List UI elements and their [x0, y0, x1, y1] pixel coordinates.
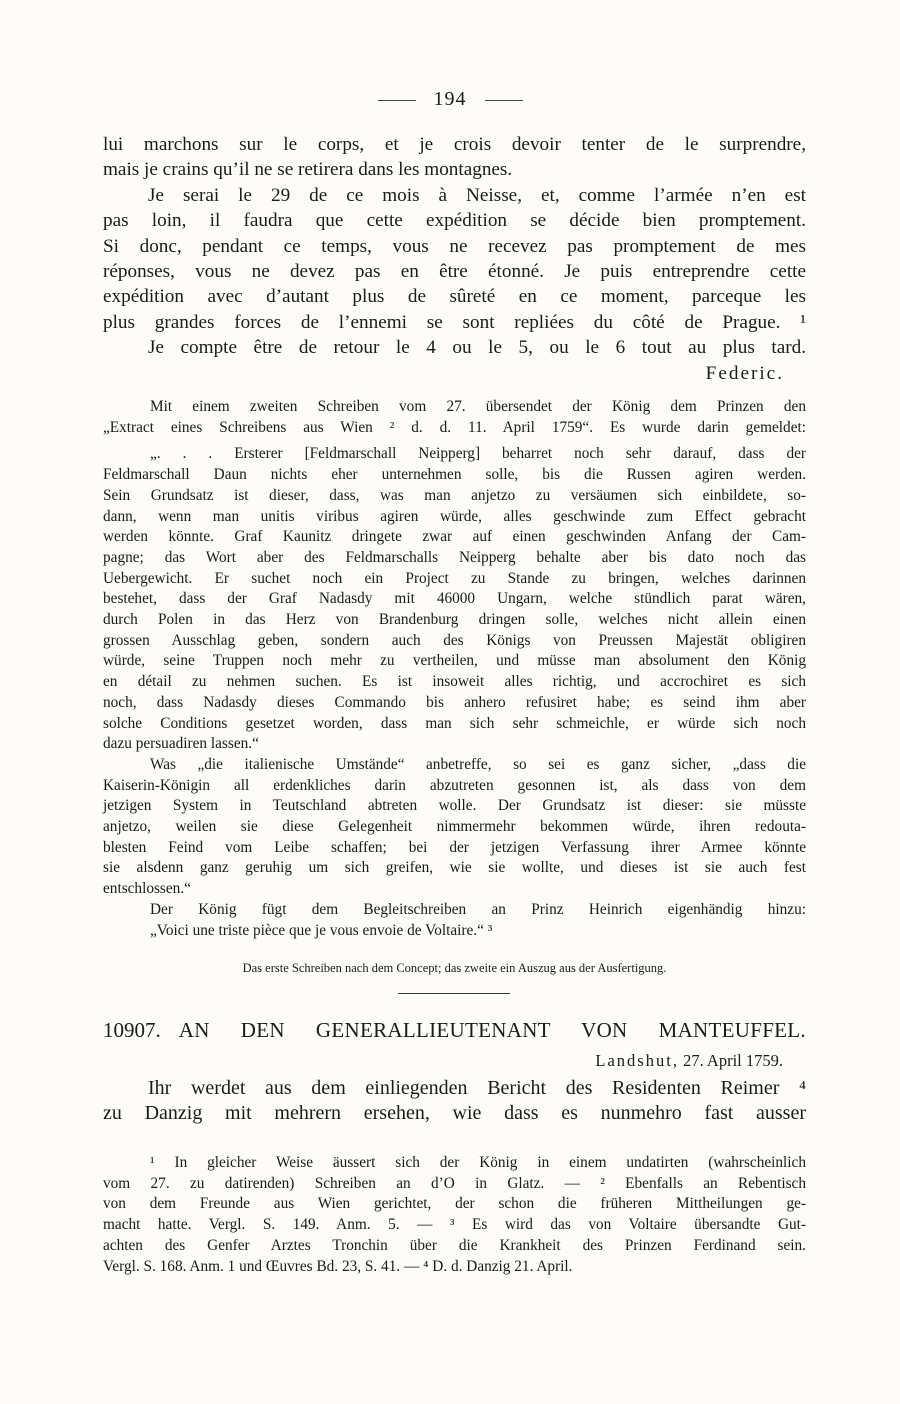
letter-line: plus grandes forces de l’ennemi se sont repliées du côté de Prague. ¹ — [103, 311, 806, 333]
letter-title: AN DEN GENERALLIEUTENANT VON MANTEUFFEL. — [178, 1018, 806, 1042]
letter-line: Je serai le 29 de ce mois à Neisse, et, comme l’armée n’en est — [148, 184, 806, 206]
header-rule-right — [485, 100, 523, 101]
letter2-line: Ihr werdet aus dem einliegenden Bericht des Residenten Reimer ⁴ — [148, 1077, 806, 1099]
quote-line: Was „die italienische Umstände“ anbetreffe, so sei es ganz sicher, „dass die — [150, 755, 806, 773]
letter2-line: zu Danzig mit mehrern ersehen, wie dass es nunmehro fast ausser — [103, 1102, 806, 1125]
quote-line: grossen Ausschlag geben, sondern auch des Königs von Preussen Majestät obligiren — [103, 631, 806, 649]
page-header — [0, 88, 900, 111]
footnote-line: von dem Freunde aus Wien gerichtet, der schon die früheren Mittheilungen ge- — [103, 1195, 806, 1213]
footnote-line: macht hatte. Vergl. S. 149. Anm. 5. — ³ Es wird das von Voltaire übersandte Gut- — [103, 1216, 806, 1234]
letter-place: Landshut, — [595, 1051, 679, 1070]
footnotes — [103, 1153, 806, 1277]
commentary-line: Der König fügt dem Begleitschreiben an Prinz Heinrich eigenhändig hinzu: — [150, 900, 806, 918]
quote-line: Uebergewicht. Er suchet noch ein Project zu Stande zu bringen, welches darinnen — [103, 569, 806, 587]
quote-line: anjetzo, weilen sie diese Gelegenheit nimmermehr bekommen würde, ihren redouta- — [103, 818, 806, 836]
letter-line: Je compte être de retour le 4 ou le 5, ou le 6 tout au plus tard. — [148, 337, 806, 359]
quote-line: durch Polen in das Herz von Brandenburg dringen solle, welches nicht allein einen — [103, 611, 806, 629]
header-rule-left — [378, 100, 416, 101]
letter-dateline — [103, 1051, 783, 1071]
footnote-line: ¹ In gleicher Weise äussert sich der König in einem undatirten (wahrscheinlich — [150, 1154, 806, 1171]
quote-line: solche Conditions gesetzet worden, dass man sich sehr schmeichle, er würde sich noch — [103, 714, 806, 732]
commentary — [103, 397, 806, 941]
letter-line: lui marchons sur le corps, et je crois devoir tenter de le surprendre, — [103, 134, 806, 155]
quote-line: entschlossen.“ — [103, 880, 191, 898]
letter-line: expédition avec d’autant plus de sûreté en ce moment, parceque les — [103, 286, 806, 308]
quote-line: Kaiserin-Königin all erdenkliches darin abzutreten gesonnen ist, als dass von dem — [103, 776, 806, 794]
letter-line: mais je crains qu’il ne se retirera dans les montagnes. — [103, 159, 513, 181]
letter-line: pas loin, il faudra que cette expédition se décide bien promptement. — [103, 210, 806, 232]
quote-line: bestehet, dass der Graf Nadasdy mit 46000 Ungarn, welche stündlich parat wären, — [103, 590, 806, 608]
source-note: Das erste Schreiben nach dem Concept; das zweite ein Auszug aus der Ausfertigung. — [242, 961, 667, 975]
quote-line: jetzigen System in Teutschland abtreten wolle. Der Grundsatz ist dieser: sie müsste — [103, 797, 806, 815]
letter-line: réponses, vous ne devez pas en être étonné. Je puis entreprendre cette — [103, 261, 806, 283]
quote-line: noch, dass Nadasdy dieses Commando bis anhero refusiret habe; es seind ihm aber — [103, 693, 806, 711]
letter-date: 27. April 1759. — [683, 1051, 783, 1070]
quote-line: sie alsdenn ganz geruhig um sich greifen, wie sie wollte, und dieses ist sie auch fest — [103, 859, 806, 877]
commentary-line: Mit einem zweiten Schreiben vom 27. übersendet der König dem Prinzen den — [150, 398, 806, 415]
commentary-line: „Voici une triste pièce que je vous envoie de Voltaire.“ ³ — [150, 921, 493, 939]
footnote-line: achten des Genfer Arztes Tronchin über die Krankheit des Prinzen Ferdinand sein. — [103, 1236, 806, 1254]
quote-line: Feldmarschall Daun nichts eher unternehmen solle, bis die Russen agiren werden. — [103, 466, 806, 484]
footnote-line: vom 27. zu datirenden) Schreiben an d’O in Glatz. — ² Ebenfalls an Rebentisch — [103, 1174, 806, 1192]
letter2-body — [103, 1076, 806, 1127]
quote-line: werden könnte. Graf Kaunitz dringete zwar auf einen geschwinden Anfang der Cam- — [103, 528, 806, 546]
letter-heading — [103, 1018, 806, 1043]
commentary-line: „Extract eines Schreibens aus Wien ² d. d. 11. April 1759“. Es wurde darin gemeldet: — [103, 418, 806, 436]
letter-line: Si donc, pendant ce temps, vous ne recevez pas promptement de mes — [103, 235, 806, 257]
quote-line: en détail zu nehmen suchen. Es ist insoweit alles richtig, und accrochiret es sich — [103, 673, 806, 691]
quote-line: pagne; das Wort aber des Feldmarschalls Neipperg behalte aber bis dato noch das — [103, 548, 806, 566]
quote-line: blesten Feind vom Leibe schaffen; bei der jetzigen Verfassung ihrer Armee könnte — [103, 838, 806, 856]
quote-line: „. . . Ersterer [Feldmarschall Neipperg] beharret noch sehr darauf, dass der — [150, 445, 806, 463]
section-rule — [398, 993, 510, 994]
footnote-line: Vergl. S. 168. Anm. 1 und Œuvres Bd. 23, S. 41. — ⁴ D. d. Danzig 21. April. — [103, 1257, 573, 1275]
quote-line: dann, wenn man unitis viribus agiren würde, alles geschwinde zum Effect gebracht — [103, 507, 806, 525]
quote-line: dazu persuadiren lassen.“ — [103, 735, 259, 753]
quote-line: würde, seine Truppen noch mehr zu vertheilen, und müsse man absolument den König — [103, 652, 806, 670]
letter-body — [103, 132, 806, 386]
page-number: 194 — [433, 88, 467, 110]
signature: Federic. — [705, 362, 784, 384]
letter-number: 10907. — [103, 1018, 161, 1042]
quote-line: Sein Grundsatz ist dieser, dass, was man anjetzo zu versäumen sich einbildete, so- — [103, 486, 806, 504]
